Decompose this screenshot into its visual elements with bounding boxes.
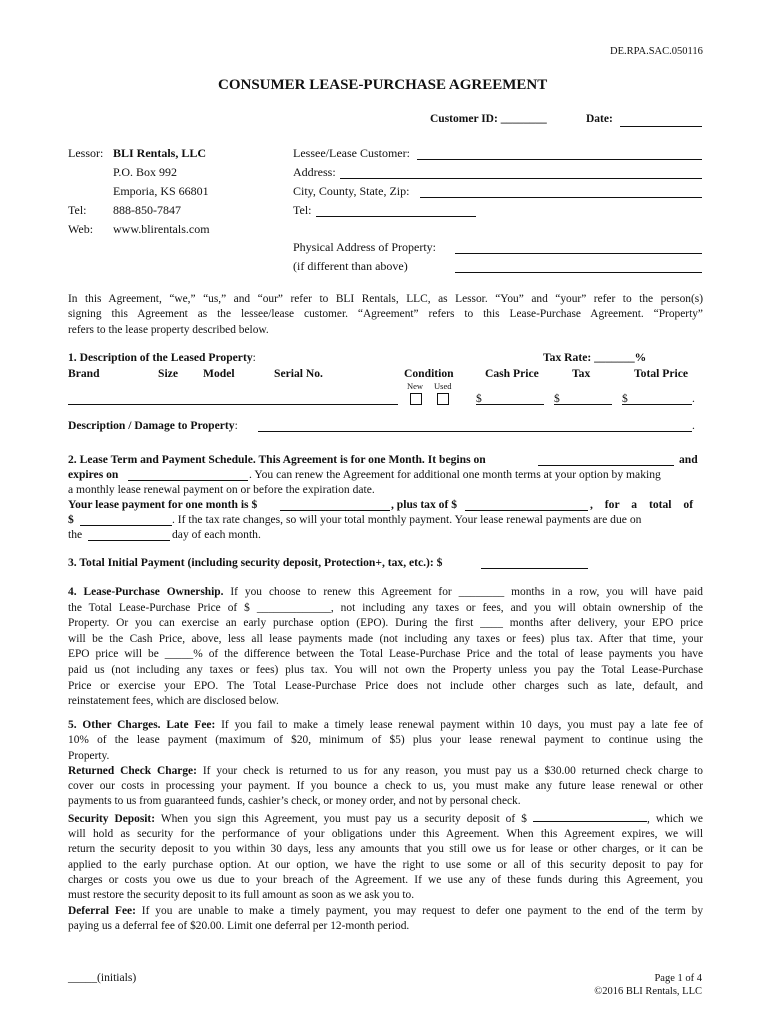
lessor-name: BLI Rentals, LLC — [113, 146, 207, 160]
section4-line: the Total Lease-Purchase Price of $ _____________, not including any taxes or fees, and you will obtain ownership of the — [68, 601, 703, 614]
lessor-web-label: Web: — [68, 222, 94, 236]
section4-line: paid us (not including any taxes or fees) plus tax. You will not own the Property unless you pay the Total Lease-Purchase — [68, 663, 703, 676]
col-model: Model — [203, 367, 235, 380]
late-fee-text: If you fail to make a timely lease renewal payment within 10 days, you must pay a late fee of — [215, 719, 703, 731]
late-fee-line — [68, 718, 703, 733]
security-deposit-heading: Security Deposit: — [68, 812, 156, 825]
lessor-tel: 888-850-7847 — [113, 203, 181, 217]
section1-heading-text: 1. Description of the Leased Property — [68, 351, 253, 364]
customer-id-label: Customer ID: ________ — [430, 113, 547, 125]
damage-period: . — [692, 419, 695, 432]
page-title: CONSUMER LEASE-PURCHASE AGREEMENT — [218, 77, 548, 93]
lease-payment-field[interactable] — [280, 510, 390, 511]
section1-heading-colon: : — [252, 351, 256, 364]
document-code: DE.RPA.SAC.050116 — [610, 46, 703, 57]
col-size: Size — [158, 367, 178, 380]
condition-used-label: Used — [434, 381, 452, 391]
total-price-dollar: $ — [622, 392, 628, 405]
section5-paragraph — [68, 718, 703, 934]
security-deposit-line: return the security deposit to you within 30 days, less any amounts that you still owe us for lease or other charges, or it can be — [68, 843, 703, 856]
col-condition: Condition — [404, 367, 454, 380]
copyright: ©2016 BLI Rentals, LLC — [594, 986, 702, 997]
section4-line-text: If you choose to renew this Agreement for ________ months in a row, you will have paid — [223, 586, 704, 598]
physical-address-field-2[interactable] — [455, 272, 702, 273]
lessee-address-label: Address: — [293, 165, 336, 179]
security-deposit-text: When you sign this Agreement, you must pay us a security deposit of $ — [155, 812, 527, 825]
col-serial: Serial No. — [274, 367, 323, 380]
security-deposit-line: charges or costs you owe us due to your breach of the Agreement. If we use any of these funds during this Agreement, you — [68, 873, 703, 886]
lessor-address2: Emporia, KS 66801 — [113, 184, 209, 198]
section4-line — [68, 585, 703, 601]
physical-address-note: (if different than above) — [293, 259, 408, 273]
initials-field[interactable]: _____(initials) — [68, 971, 137, 984]
lessee-customer-label: Lessee/Lease Customer: — [293, 146, 410, 160]
lessee-tel-field[interactable] — [316, 216, 476, 217]
section4-heading: 4. Lease-Purchase Ownership. — [68, 586, 224, 598]
begin-date-field[interactable] — [538, 465, 674, 466]
lessee-customer-field[interactable] — [417, 159, 702, 160]
page-number: Page 1 of 4 — [654, 973, 702, 984]
damage-label-text: Description / Damage to Property — [68, 419, 235, 432]
section4-line: Price or exercise your EPO. The Total Lease-Purchase Price does not include other charges such as late, default, and — [68, 679, 703, 692]
security-deposit-line: applied to the early purchase option. At our option, we have the right to use some or all of this security deposit to pay for — [68, 858, 703, 871]
condition-used-checkbox[interactable] — [437, 393, 449, 405]
returned-check-line: payments to us from guaranteed funds, cashier’s check, or money order, and not by personal check. — [68, 795, 521, 808]
section2-line3: a monthly lease renewal payment on or before the expiration date. — [68, 483, 375, 496]
intro-line: signing this Agreement as the lessee/lease customer. “Agreement” refers to this Lease-Purchase Agreement. “Property” — [68, 308, 703, 321]
lessor-address1: P.O. Box 992 — [113, 165, 178, 179]
cash-price-field[interactable] — [476, 404, 544, 405]
intro-paragraph — [68, 292, 703, 338]
section4-paragraph — [68, 585, 703, 710]
total-dollar: $ — [68, 513, 74, 526]
cash-price-dollar: $ — [476, 392, 482, 405]
security-deposit-field[interactable] — [533, 810, 647, 822]
col-tax: Tax — [572, 367, 591, 380]
section2-line5-rest: . If the tax rate changes, so will your total monthly payment. Your lease renewal payments are due on — [172, 513, 642, 526]
section2-line2-rest: . You can renew the Agreement for additional one month terms at your option by making — [249, 468, 661, 481]
due-the-label: the — [68, 528, 83, 541]
damage-field[interactable] — [258, 431, 692, 432]
security-deposit-text-end: , which we — [646, 812, 703, 825]
lessor-web[interactable]: www.blirentals.com — [113, 222, 210, 236]
tax-dollar: $ — [554, 392, 560, 405]
lessee-tel-label: Tel: — [293, 203, 312, 217]
monthly-total-field[interactable] — [80, 525, 172, 526]
tax-rate-label: Tax Rate: _______% — [543, 351, 647, 364]
col-brand: Brand — [68, 367, 100, 380]
lessor-tel-label: Tel: — [68, 203, 87, 217]
total-price-period: . — [692, 392, 695, 405]
date-field[interactable] — [620, 126, 702, 127]
section4-line: will be the Cash Price, above, less all lease payments made (not including any taxes or fees) plus tax. After that time, your — [68, 632, 703, 645]
condition-new-checkbox[interactable] — [410, 393, 422, 405]
col-cash-price: Cash Price — [485, 367, 539, 380]
section2-line1: 2. Lease Term and Payment Schedule. This Agreement is for one Month. It begins on — [68, 453, 486, 466]
lessee-city-label: City, County, State, Zip: — [293, 184, 410, 198]
returned-check-line: cover our costs in processing your payment. If you bounce a check to us, you must make any future lease renewal or other — [68, 780, 703, 793]
lease-tax-field[interactable] — [465, 510, 588, 511]
damage-label — [68, 419, 238, 432]
date-label: Date: — [586, 113, 613, 125]
col-total-price: Total Price — [634, 367, 688, 380]
for-a-total-label: , for a total of — [590, 498, 694, 511]
expire-date-field[interactable] — [128, 480, 248, 481]
property-description-line[interactable] — [68, 404, 398, 405]
returned-check-heading: Returned Check Charge: — [68, 764, 197, 777]
security-deposit-line: must restore the security deposit to its full amount as soon as we ask you to. — [68, 889, 415, 902]
returned-check-text: If your check is returned to us for any reason, you must pay us a $30.00 returned check charge to — [196, 764, 703, 777]
expires-label: expires on — [68, 468, 119, 481]
due-day-field[interactable] — [88, 540, 170, 541]
section4-line: Property. Or you can exercise an early purchase option (EPO). During the first ____ months after delivery, your EPO price — [68, 617, 703, 630]
deferral-fee-text: If you are unable to make a timely payment, you may request to defer one payment to the end of the term by — [135, 904, 704, 917]
late-fee-line: 10% of the lease payment (maximum of $20, minimum of $5) plus your lease renewal payment to continue using the — [68, 734, 703, 747]
section1-heading — [68, 351, 256, 364]
section4-line: reinstatement fees, which are disclosed below. — [68, 695, 279, 708]
tax-field[interactable] — [554, 404, 612, 405]
intro-line: refers to the lease property described below. — [68, 323, 269, 336]
intro-line: In this Agreement, “we,” “us,” and “our” refer to BLI Rentals, LLC, as Lessor. “You” and “your” refer to the person(s) — [68, 293, 703, 305]
lease-payment-label: Your lease payment for one month is $ — [68, 498, 258, 511]
security-deposit-line — [68, 810, 703, 827]
section4-line: EPO price will be _____% of the difference between the Total Lease-Purchase Price and the total of lease payments you have — [68, 648, 703, 661]
condition-new-label: New — [407, 381, 424, 391]
section3-text: 3. Total Initial Payment (including security deposit, Protection+, tax, etc.): $ — [68, 556, 443, 569]
total-price-field[interactable] — [622, 404, 692, 405]
section2-line6-rest: day of each month. — [172, 528, 261, 541]
lessor-label: Lessor: — [68, 146, 104, 160]
late-fee-line: Property. — [68, 749, 110, 762]
initial-payment-field[interactable] — [481, 568, 588, 569]
physical-address-field[interactable] — [455, 253, 702, 254]
deferral-fee-line — [68, 904, 703, 919]
deferral-fee-line: paying us a deferral fee of $20.00. Limit one deferral per 12-month period. — [68, 919, 410, 932]
security-deposit-line: will hold as security for the performance of your obligations under this Agreement. When this Agreement expires, we will — [68, 828, 703, 841]
lessee-city-field[interactable] — [420, 197, 702, 198]
physical-address-label: Physical Address of Property: — [293, 240, 436, 254]
section5-heading: 5. Other Charges. Late Fee: — [68, 719, 216, 731]
damage-label-colon: : — [234, 419, 238, 432]
plus-tax-label: , plus tax of $ — [391, 498, 458, 511]
lessee-address-field[interactable] — [340, 178, 702, 179]
deferral-fee-heading: Deferral Fee: — [68, 904, 136, 917]
section2-line1-end: and — [679, 453, 698, 466]
returned-check-line — [68, 764, 703, 779]
